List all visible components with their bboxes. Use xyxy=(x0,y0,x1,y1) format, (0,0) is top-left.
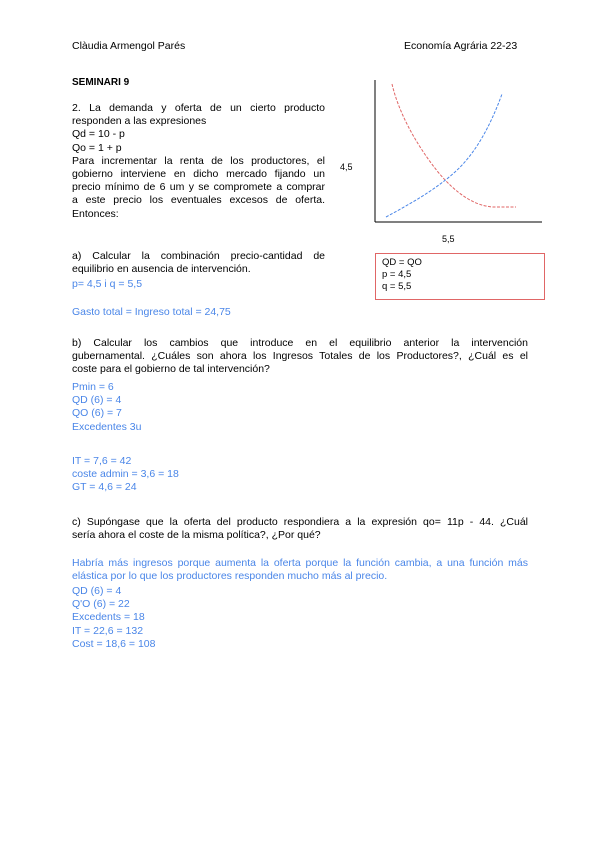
answer-line: Pmin = 6 xyxy=(72,381,114,393)
quantity-label: 5,5 xyxy=(442,234,455,244)
equilibrium-box xyxy=(375,253,545,300)
answer-line: Q'O (6) = 22 xyxy=(72,598,130,611)
equilibrium-price: p = 4,5 xyxy=(382,269,412,280)
part-a-answer-equilibrium: p= 4,5 i q = 5,5 xyxy=(72,278,143,290)
question-line: gubernamental. ¿Cuáles son ahora los Ingresos Totales de los Productores?, ¿Cuál es el xyxy=(72,350,528,363)
problem-statement xyxy=(72,102,325,221)
question-line: a) Calcular la combinación precio-cantidad de xyxy=(72,250,325,262)
answer-line: coste admin = 3,6 = 18 xyxy=(72,468,179,481)
explanation-line: elástica por lo que los productores responden mucho más al precio. xyxy=(72,570,388,583)
header-author: Clàudia Armengol Parés xyxy=(72,40,186,52)
problem-line: Qo = 1 + p xyxy=(72,141,122,154)
demand-curve xyxy=(392,84,516,207)
problem-line: Para incrementar la renta de los productores, el xyxy=(72,154,325,167)
answer-line: IT = 7,6 = 42 xyxy=(72,455,132,467)
answer-line: IT = 22,6 = 132 xyxy=(72,624,144,637)
part-c-question xyxy=(72,516,528,542)
part-c-explanation xyxy=(72,557,528,583)
question-line: c) Supóngase que la oferta del producto respondiera a la expresión qo= 11p - 44. ¿Cuál xyxy=(72,516,528,528)
header-course: Economía Agrária 22-23 xyxy=(404,40,518,52)
problem-line: responden a las expresiones xyxy=(72,115,207,128)
problem-line: 2. La demanda y oferta de un cierto producto xyxy=(72,102,325,114)
answer-line: Excedentes 3u xyxy=(72,420,142,433)
question-line: equilibrio en ausencia de intervención. xyxy=(72,263,251,276)
answer-line: Cost = 18,6 = 108 xyxy=(72,637,156,650)
supply-curve xyxy=(386,94,502,217)
problem-line: precio mínimo de 6 um y se compromete a comprar xyxy=(72,181,325,194)
seminar-title: SEMINARI 9 xyxy=(72,77,130,88)
answer-line: QD (6) = 4 xyxy=(72,394,122,407)
answer-line: Excedents = 18 xyxy=(72,611,145,624)
part-b-answers-1 xyxy=(72,381,141,434)
part-c-answers xyxy=(72,585,155,651)
equilibrium-condition: QD = QO xyxy=(382,257,422,268)
question-line: sería ahora el coste de la misma política?, ¿Por qué? xyxy=(72,529,321,542)
supply-demand-chart xyxy=(330,72,550,252)
answer-line: QD (6) = 4 xyxy=(72,585,122,597)
equilibrium-quantity: q = 5,5 xyxy=(382,281,412,292)
question-line: b) Calcular los cambios que introduce en el equilibrio anterior la intervención xyxy=(72,337,528,349)
part-a-question xyxy=(72,250,325,276)
price-label: 4,5 xyxy=(340,162,353,172)
problem-line: gobierno interviene en dicho mercado fijando un xyxy=(72,168,325,181)
problem-line: Qd = 10 - p xyxy=(72,128,125,141)
problem-line: Entonces: xyxy=(72,207,119,220)
part-b-answers-2 xyxy=(72,455,179,495)
part-b-question xyxy=(72,337,528,377)
problem-line: a este precio los eventuales excesos de oferta. xyxy=(72,194,325,207)
explanation-line: Habría más ingresos porque aumenta la oferta porque la función cambia, a una función más xyxy=(72,557,528,569)
answer-line: QO (6) = 7 xyxy=(72,407,122,420)
answer-line: GT = 4,6 = 24 xyxy=(72,481,137,494)
part-a-answer-spending: Gasto total = Ingreso total = 24,75 xyxy=(72,306,231,318)
question-line: coste para el gobierno de tal intervención? xyxy=(72,363,270,376)
